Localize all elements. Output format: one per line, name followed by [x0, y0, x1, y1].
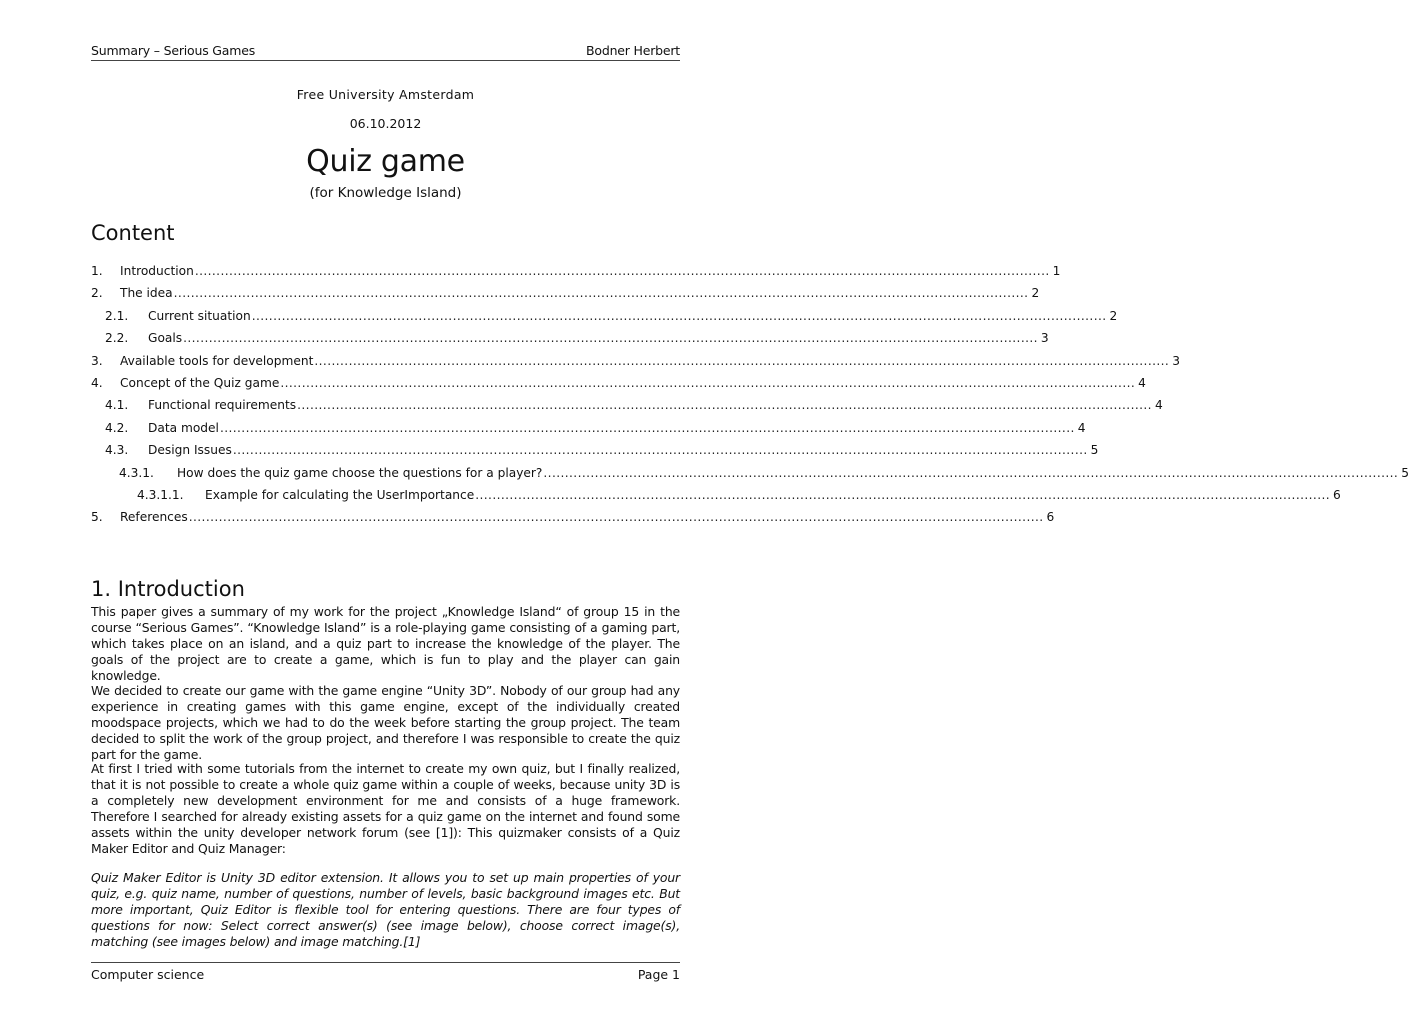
- page-header: [91, 43, 680, 61]
- toc-entry[interactable]: [91, 263, 1061, 280]
- toc-entry-number: 2.2.: [105, 331, 129, 346]
- toc-entry-number: 4.3.: [105, 443, 129, 458]
- toc-entry[interactable]: [91, 330, 1049, 347]
- toc-heading: Content: [91, 221, 175, 245]
- toc-leader-dots: ........................................................................................................................................................................................................: [232, 443, 1088, 458]
- toc-entry-title: Introduction: [120, 264, 194, 278]
- toc-entry-page: 6: [1046, 510, 1055, 525]
- toc-entry[interactable]: [91, 465, 1409, 482]
- toc-leader-dots: ........................................................................................................................................................................................................: [194, 264, 1050, 278]
- toc-entry-title: The idea: [120, 286, 173, 301]
- toc-entry-title: Concept of the Quiz game: [120, 376, 280, 390]
- header-doc-title: Summary – Serious Games: [91, 43, 256, 58]
- paragraph: This paper gives a summary of my work for the project „Knowledge Island“ of group 15 in the course “Serious Games”. “Knowledge Island” is a role-playing game consisting of a gaming part, which takes place on an island, and a quiz part to increase the knowledge of the player. The goals of the project are to create a game, which is fun to play and the player can gain knowledge.: [91, 604, 680, 684]
- document-subtitle: (for Knowledge Island): [309, 185, 462, 201]
- toc-entry-page: 4: [1138, 376, 1146, 390]
- toc-entry-title: Data model: [148, 420, 219, 435]
- toc-entry-title: Functional requirements: [148, 398, 297, 413]
- toc-entry-number: 2.1.: [105, 308, 129, 323]
- toc-leader-dots: ........................................................................................................................................................................................................: [251, 308, 1107, 323]
- toc-entry[interactable]: [91, 442, 1099, 459]
- toc-leader-dots: ........................................................................................................................................................................................................: [475, 488, 1331, 502]
- toc-entry-number: 4.: [91, 376, 103, 390]
- toc-entry-title: Design Issues: [148, 443, 232, 458]
- toc-entry-title: Example for calculating the UserImportance: [205, 488, 475, 502]
- toc-leader-dots: ........................................................................................................................................................................................................: [188, 510, 1044, 525]
- toc-entry-title: Goals: [148, 331, 183, 346]
- header-author: Bodner Herbert: [586, 43, 680, 58]
- toc-leader-dots: ........................................................................................................................................................................................................: [314, 353, 1170, 368]
- quote-paragraph: Quiz Maker Editor is Unity 3D editor extension. It allows you to set up main properties of your quiz, e.g. quiz name, number of questions, number of levels, basic background images etc. But more important, Quiz Editor is flexible tool for entering questions. There are four types of questions for now: Select correct answer(s) (see image below), choose correct image(s), matching (see images below) and image matching.[1]: [91, 870, 680, 950]
- toc-entry-number: 5.: [91, 510, 103, 525]
- toc-leader-dots: ........................................................................................................................................................................................................: [543, 465, 1399, 480]
- toc-entry[interactable]: [91, 420, 1086, 437]
- toc-entry-title: References: [120, 510, 188, 525]
- toc-leader-dots: ........................................................................................................................................................................................................: [173, 286, 1029, 301]
- toc-entry[interactable]: [91, 353, 1180, 370]
- toc-entry-number: 3.: [91, 353, 103, 368]
- toc-leader-dots: ........................................................................................................................................................................................................: [280, 376, 1136, 390]
- toc-entry-title: Current situation: [148, 308, 251, 323]
- page-footer: [91, 962, 680, 983]
- document-date: 06.10.2012: [349, 116, 422, 131]
- document-title: Quiz game: [306, 144, 465, 179]
- paragraph: We decided to create our game with the game engine “Unity 3D”. Nobody of our group had any experience in creating games with this game engine, except of the individually created moodspace projects, which we had to do the week before starting the group project. The team decided to split the work of the group project, and therefore I was responsible to create the quiz part for the game.: [91, 683, 680, 763]
- toc-leader-dots: ........................................................................................................................................................................................................: [297, 398, 1152, 413]
- toc-entry[interactable]: [91, 397, 1163, 414]
- toc-entry[interactable]: [91, 308, 1118, 325]
- toc-entry-page: 4: [1154, 398, 1163, 413]
- toc-leader-dots: ........................................................................................................................................................................................................: [183, 331, 1038, 346]
- toc-entry[interactable]: [91, 487, 1341, 504]
- toc-entry-number: 1.: [91, 264, 103, 278]
- toc-entry[interactable]: [91, 375, 1146, 392]
- toc-entry-number: 4.3.1.1.: [137, 488, 184, 502]
- footer-page-number: Page 1: [637, 967, 680, 982]
- toc-entry-number: 4.1.: [105, 398, 129, 413]
- toc-entry[interactable]: [91, 285, 1040, 302]
- toc-entry-page: 3: [1172, 353, 1180, 368]
- toc-entry-number: 4.2.: [105, 420, 129, 435]
- toc-entry-page: 1: [1052, 264, 1061, 278]
- toc-entry-page: 5: [1090, 443, 1099, 458]
- toc-entry-page: 2: [1031, 286, 1040, 301]
- toc-entry-number: 4.3.1.: [119, 465, 154, 480]
- toc-entry-title: How does the quiz game choose the questions for a player?: [177, 465, 543, 480]
- paragraph: At first I tried with some tutorials from the internet to create my own quiz, but I finally realized, that it is not possible to create a whole quiz game within a couple of weeks, because unity 3D is a completely new development environment for me and consists of a huge framework. Therefore I searched for already existing assets for a quiz game on the internet and found some assets within the unity developer network forum (see [1]): This quizmaker consists of a Quiz Maker Editor and Quiz Manager:: [91, 761, 680, 857]
- toc-entry[interactable]: [91, 509, 1055, 526]
- toc-leader-dots: ........................................................................................................................................................................................................: [219, 420, 1075, 435]
- university-name: Free University Amsterdam: [296, 87, 475, 102]
- toc-entry-page: 5: [1401, 465, 1409, 480]
- toc-entry-page: 4: [1077, 420, 1086, 435]
- section-heading-introduction: 1. Introduction: [91, 577, 245, 601]
- toc-entry-page: 6: [1333, 488, 1341, 502]
- toc-entry-title: Available tools for development: [120, 353, 314, 368]
- footer-department: Computer science: [91, 967, 205, 982]
- toc-entry-page: 3: [1040, 331, 1049, 346]
- toc-entry-number: 2.: [91, 286, 103, 301]
- toc-entry-page: 2: [1109, 308, 1118, 323]
